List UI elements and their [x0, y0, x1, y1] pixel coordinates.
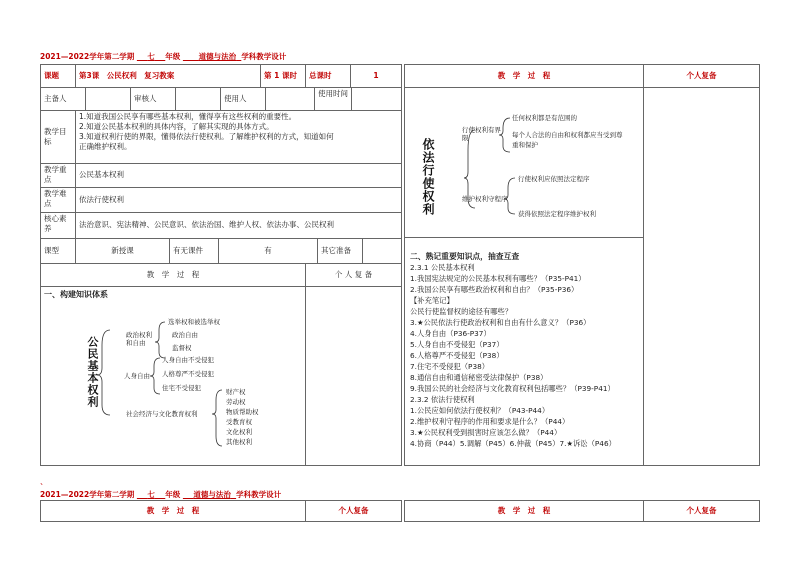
page2-dot: 、	[40, 477, 48, 486]
header-subject: 道德与法治	[198, 52, 237, 61]
knowledge-line: 公民行使监督权的途径有哪些？	[410, 307, 513, 316]
mindmap2-branch1: 行使权利有界限	[462, 126, 501, 142]
mindmap2-b1-item: 每个人合法的自由和权利都应当受到尊	[512, 131, 623, 139]
total-value: 1	[350, 64, 402, 88]
page2-right-personal: 个人复备	[643, 500, 760, 522]
knowledge-line: 5.人身自由不受侵犯（P37）	[410, 340, 504, 349]
knowledge-line: 2.维护权利守程序的作用和要求是什么？（P44）	[410, 417, 570, 426]
right-personal-header: 个人复备	[643, 64, 760, 88]
page2-year: 2021—2022学年第二学期	[40, 490, 135, 499]
right-process-header: 教 学 过 程	[404, 64, 644, 88]
period-label: 第 1 课时	[260, 64, 306, 88]
difficult-label: 教学难点	[40, 187, 76, 213]
literacy-value: 法治意识、宪法精神、公民意识、依法治国、维护人权、依法办事、公民权利	[75, 212, 402, 239]
mindmap2-branch2: 维护权利守程序	[462, 195, 508, 203]
page2-left-process: 教 学 过 程	[40, 500, 306, 522]
mindmap1-b3-item: 财产权	[226, 388, 246, 396]
mindmap1-b3-item: 文化权利	[226, 428, 252, 436]
mindmap1-b1-item: 选举权和被选举权	[168, 318, 220, 326]
mindmap1-center: 公民基本权利	[86, 336, 99, 408]
page2-subject: 道德与法治	[193, 490, 231, 499]
type-value: 新授课	[75, 238, 170, 264]
goals-label: 教学目标	[40, 110, 76, 164]
knowledge-line: 3.★公民权利受到损害时应该怎么做？（P44）	[410, 428, 562, 437]
type-label: 课型	[40, 238, 76, 264]
preparer-label: 主备人	[40, 87, 86, 111]
goal-line: 1.知道我国公民享有哪些基本权利，懂得享有这些权利的重要性。	[79, 112, 297, 121]
courseware-value: 有	[218, 238, 318, 264]
page2-tail: 学科教学设计	[236, 490, 282, 499]
page2-header	[40, 489, 281, 500]
mindmap1-b3-item: 受教育权	[226, 418, 252, 426]
knowledge-line: 【补充笔记】	[410, 296, 454, 305]
lesson-label: 课题	[40, 64, 76, 88]
mindmap1-b3-item: 劳动权	[226, 398, 246, 406]
other-label: 其它准备	[317, 238, 363, 264]
mindmap1-b3-item: 其他权利	[226, 438, 252, 446]
page2-right-process: 教 学 过 程	[404, 500, 644, 522]
mindmap1-branch3: 社会经济与文化教育权利	[126, 410, 198, 418]
section-title-2: 二、熟记重要知识点，抽查互查	[410, 252, 520, 261]
mindmap2-center: 依法行使权利	[421, 138, 435, 216]
difficult-value: 依法行使权利	[75, 187, 402, 213]
knowledge-line: 8.通信自由和通信秘密受法律保护（P38）	[410, 373, 548, 382]
left-process-header: 教 学 过 程	[40, 263, 306, 287]
lesson-value: 第3课 公民权利 复习教案	[75, 64, 261, 88]
knowledge-line: 2.我国公民享有哪些政治权利和自由？（P35-P36）	[410, 285, 579, 294]
knowledge-line: 7.住宅不受侵犯（P38）	[410, 362, 490, 371]
mindmap1-b3-item: 物质帮助权	[226, 408, 259, 416]
knowledge-line: 1.公民应如何依法行使权利？（P43-P44）	[410, 406, 550, 415]
mindmap1-b2-item: 人格尊严不受侵犯	[162, 370, 214, 378]
mindmap1-b2-item: 人身自由不受侵犯	[162, 356, 214, 364]
page2-grade: 七	[147, 490, 155, 499]
knowledge-line: 3.★公民依法行使政治权利和自由有什么意义？（P36）	[410, 318, 591, 327]
mindmap2-b1-item: 重和保护	[512, 141, 538, 149]
right-divider	[404, 237, 644, 238]
knowledge-line: 2.3.1 公民基本权利	[410, 263, 475, 272]
reviewer-label: 审核人	[130, 87, 176, 111]
goal-line: 3.知道权利行使的界限，懂得依法行使权利。了解维护权利的方式，知道如何	[79, 132, 334, 141]
knowledge-line: 2.3.2 依法行使权利	[410, 395, 475, 404]
key-label: 教学重点	[40, 163, 76, 188]
knowledge-line: 6.人格尊严不受侵犯（P38）	[410, 351, 504, 360]
user-label: 使用人	[220, 87, 266, 111]
knowledge-line: 1.我国宪法规定的公民基本权利有哪些？（P35-P41）	[410, 274, 586, 283]
mindmap1-b2-item: 住宅不受侵犯	[162, 384, 201, 392]
mindmap2-b2-item: 获得依照法定程序维护权利	[518, 210, 596, 218]
time-label: 使用时间	[314, 87, 352, 111]
left-personal-header: 个 人 复 备	[305, 263, 402, 287]
mindmap2-b2-item: 行使权利应依照法定程序	[518, 175, 590, 183]
goal-line: 2.知道公民基本权利的具体内容，了解其实现的具体方式。	[79, 122, 274, 131]
knowledge-line: 4.协商（P44）5.调解（P45）6.仲裁（P45）7.★诉讼（P46）	[410, 439, 616, 448]
header-tail: 学科教学设计	[241, 52, 287, 61]
header-grade-suffix: 年级	[165, 52, 181, 61]
goal-line: 正确维护权利。	[79, 142, 132, 151]
knowledge-line: 4.人身自由（P36-P37）	[410, 329, 491, 338]
header-grade: 七	[147, 52, 155, 61]
mindmap2-b1-item: 任何权利都是有范围的	[512, 114, 577, 122]
section-title-1: 一、构建知识体系	[44, 290, 108, 299]
mindmap1-b1-item: 政治自由	[172, 331, 198, 339]
page2-left-personal: 个人复备	[305, 500, 402, 522]
right-personal-body	[643, 87, 760, 466]
mindmap1-branch2: 人身自由	[124, 372, 150, 380]
courseware-label: 有无课件	[169, 238, 219, 264]
knowledge-line: 9.我国公民的社会经济与文化教育权利包括哪些？（P39-P41）	[410, 384, 615, 393]
knowledge-list	[410, 263, 616, 448]
mindmap1-branch1: 政治权利和自由	[126, 331, 152, 347]
mindmap1-b1-item: 监督权	[172, 344, 192, 352]
page2-grade-suffix: 年级	[165, 490, 181, 499]
total-label: 总课时	[305, 64, 351, 88]
literacy-label: 核心素养	[40, 212, 76, 239]
header-year: 2021—2022学年第二学期	[40, 52, 135, 61]
key-value: 公民基本权利	[75, 163, 402, 188]
